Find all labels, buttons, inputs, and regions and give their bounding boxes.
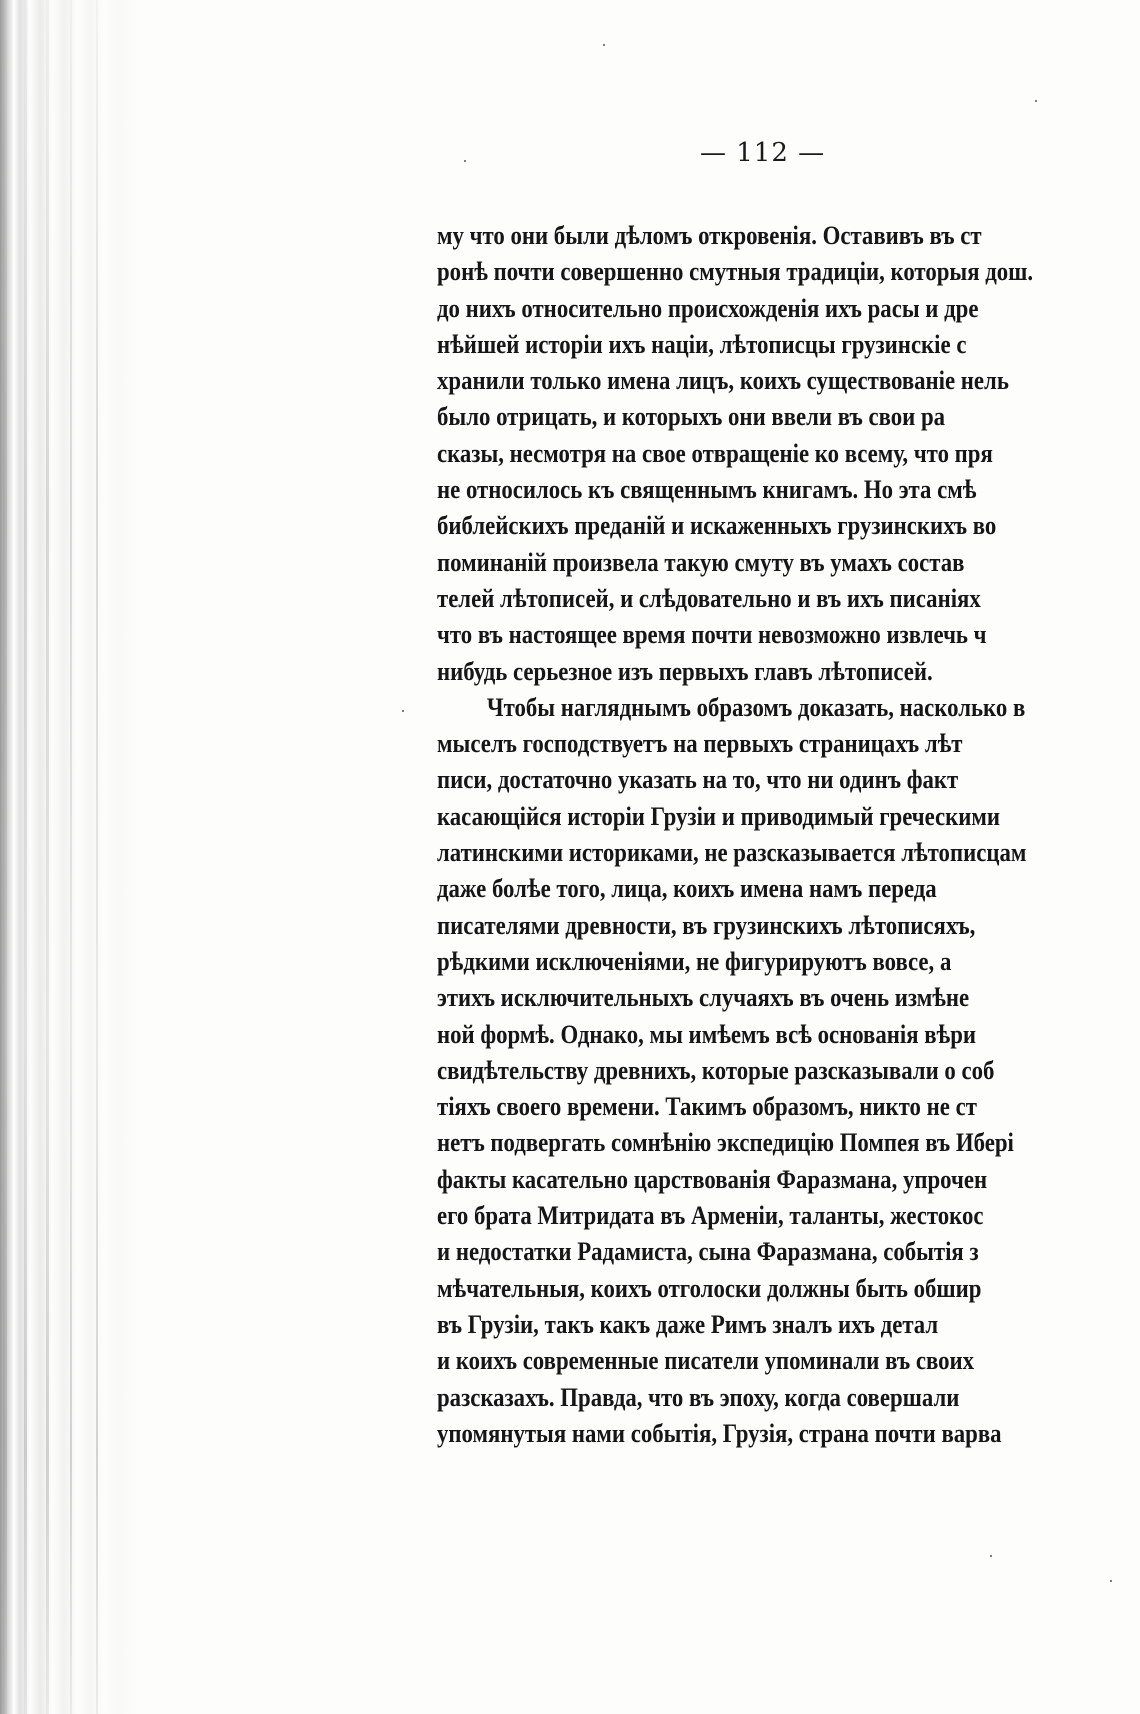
text-line: нетъ подвергать сомнѣнію экспедицію Помпея въ Ибері <box>437 1127 1014 1158</box>
text-line: Чтобы нагляднымъ образомъ доказать, насколько в <box>486 691 1026 722</box>
text-line: его брата Митридата въ Арменіи, таланты, жестокос <box>437 1200 984 1231</box>
text-line: что въ настоящее время почти невозможно извлечь ч <box>437 619 987 650</box>
text-line: ной формѣ. Однако, мы имѣемъ всѣ основанія вѣри <box>437 1018 977 1049</box>
text-line: свидѣтельству древнихъ, которые разсказывали о соб <box>437 1054 995 1085</box>
binding-streak <box>96 0 98 1714</box>
binding-streak <box>24 0 27 1714</box>
scan-speck <box>990 1555 992 1557</box>
binding-streak <box>46 0 49 1714</box>
binding-streak <box>70 0 72 1714</box>
text-line: сказы, несмотря на свое отвращеніе ко всему, что пря <box>437 437 993 468</box>
body-text <box>437 217 1073 1451</box>
text-line: и коихъ современные писатели упоминали въ своих <box>437 1345 975 1376</box>
scan-speck <box>464 160 466 162</box>
scan-speck <box>402 710 404 712</box>
text-line: факты касательно царствованія Фаразмана, упрочен <box>437 1163 988 1194</box>
scan-speck <box>1035 100 1037 102</box>
text-line: и недостатки Радамиста, сына Фаразмана, событія з <box>437 1236 979 1267</box>
text-line: му что они были дѣломъ откровенія. Оставивъ въ ст <box>437 220 982 250</box>
text-line: до нихъ относительно происхожденія ихъ расы и дре <box>437 292 979 323</box>
text-line: писи, достаточно указать на то, что ни одинъ факт <box>437 764 959 795</box>
scan-speck <box>603 44 605 46</box>
text-line: въ Грузіи, такъ какъ даже Римъ зналъ ихъ детал <box>437 1308 939 1339</box>
text-line: хранили только имена лицъ, коихъ существованіе нель <box>437 365 1009 396</box>
text-line: мѣчательныя, коихъ отголоски должны быть обшир <box>437 1272 982 1303</box>
text-line: касающійся исторіи Грузіи и приводимый греческими <box>437 800 1001 831</box>
text-line: ронѣ почти совершенно смутныя традиціи, которыя дош. <box>437 256 1034 287</box>
page-number: — 112 — <box>700 138 826 168</box>
text-line: нибудь серьезное изъ первыхъ главъ лѣтописей. <box>437 655 933 686</box>
text-line: писателями древности, въ грузинскихъ лѣтописяхъ, <box>437 909 976 940</box>
text-line: упомянутыя нами событія, Грузія, страна почти варва <box>437 1417 1002 1448</box>
binding-streak <box>3 0 7 1714</box>
text-line: телей лѣтописей, и слѣдовательно и въ ихъ писаніях <box>437 582 981 613</box>
text-line: не относилось къ священнымъ книгамъ. Но эта смѣ <box>437 474 977 505</box>
text-line: нѣйшей исторіи ихъ націи, лѣтописцы грузинскіе с <box>437 328 967 359</box>
text-line: библейскихъ преданій и искаженныхъ грузинскихъ во <box>437 510 997 541</box>
scan-speck <box>1110 1580 1112 1582</box>
binding-gutter-shadow <box>0 0 150 1714</box>
text-line: латинскими историками, не разсказывается лѣтописцам <box>437 837 1027 868</box>
text-line: поминаній произвела такую смуту въ умахъ состав <box>437 546 965 577</box>
text-line: этихъ исключительныхъ случаяхъ въ очень измѣне <box>437 982 970 1013</box>
text-line: рѣдкими исключеніями, не фигурируютъ вовсе, а <box>437 945 952 976</box>
text-line: даже болѣе того, лица, коихъ имена намъ переда <box>437 873 937 904</box>
text-line: мыселъ господствуетъ на первыхъ страницахъ лѣт <box>437 728 963 759</box>
text-line: было отрицать, и которыхъ они ввели въ свои ра <box>437 401 946 432</box>
text-line: тіяхъ своего времени. Такимъ образомъ, никто не ст <box>437 1091 977 1122</box>
text-line: разсказахъ. Правда, что въ эпоху, когда совершали <box>437 1381 960 1412</box>
